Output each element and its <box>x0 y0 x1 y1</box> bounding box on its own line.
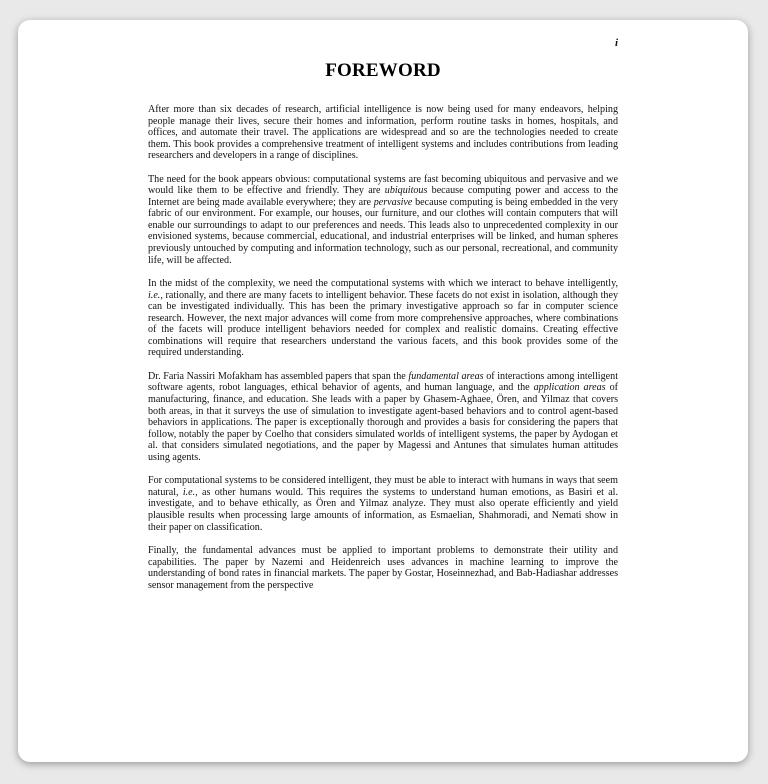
paragraph-1: After more than six decades of research, artificial intelligence is now being used for many endeavors, helping people manage their lives, secure their homes and information, perform routine tasks in homes, hospitals, and offices, and automate their travel. The applications are widespread and so are the technologies needed to create them. This book provides a comprehensive treatment of intelligent systems and includes contributions from leading researchers and developers in a range of disciplines. <box>148 104 618 162</box>
paragraph-5: For computational systems to be considered intelligent, they must be able to interact with humans in ways that seem natural, i.e., as other humans would. This requires the systems to understand human emotions, as Basiri et al. investigate, and to behave ethically, as Ören and Yilmaz analyze. They must also operate efficiently and yield plausible results when processing large amounts of information, as Esmaelian, Shahmoradi, and Nemati show in their paper on classification. <box>148 475 618 533</box>
paragraph-6: Finally, the fundamental advances must be applied to important problems to demonstrate their utility and capabilities. The paper by Nazemi and Heidenreich uses advances in machine learning to improve the understanding of bond rates in financial markets. The paper by Gostar, Hoseinnezhad, and Bab-Hadiashar addresses sensor management from the perspective <box>148 545 618 591</box>
body-text <box>148 104 618 603</box>
page-title: FOREWORD <box>325 60 441 81</box>
paragraph-2: The need for the book appears obvious: computational systems are fast becoming ubiquitous and pervasive and we would like them to be effective and friendly. They are ubiquitous because computing power and access to the Internet are being made available everywhere; they are pervasive because computing is being embedded in the very fabric of our environment. For example, our houses, our furniture, and our clothes will contain computers that will enable our surroundings to adapt to our preferences and needs. This leads also to unprecedented complexity in our envisioned systems, because commercial, educational, and industrial enterprises will be linked, and human spheres previously untouched by computing and information technology, such as our personal, recreational, and community life, will be affected. <box>148 173 618 266</box>
paragraph-4: Dr. Faria Nassiri Mofakham has assembled papers that span the fundamental areas of interactions among intelligent software agents, robot languages, ethical behavior of agents, and human language, and the application areas of manufacturing, finance, and education. She leads with a paper by Ghasem-Aghaee, Ören, and Yilmaz that covers both areas, in that it surveys the use of simulation to investigate agent-based behaviors and to control agent-based behaviors in applications. The paper is exceptionally thorough and provides a basis for considering the papers that follow, notably the paper by Coelho that considers simulated worlds of intelligent systems, the paper by Aydogan et al. that considers simulated negotiations, and the paper by Magessi and Antunes that simulates human attitudes using agents. <box>148 370 618 463</box>
page-number: i <box>614 37 618 49</box>
document-page <box>18 20 748 762</box>
paragraph-3: In the midst of the complexity, we need the computational systems with which we interact to behave intelligently, i.e., rationally, and there are many facets to intelligent behavior. These facets do not exist in isolation, although they can be investigated individually. This has been the primary investigative approach so far in computer science research. However, the next major advances will come from more comprehensive approaches, where combinations of the facets will produce intelligent behaviors needed for complex and realistic domains. Creating effective combinations will require that researchers understand the various facets, and this book provides some of the required understanding. <box>148 278 618 359</box>
